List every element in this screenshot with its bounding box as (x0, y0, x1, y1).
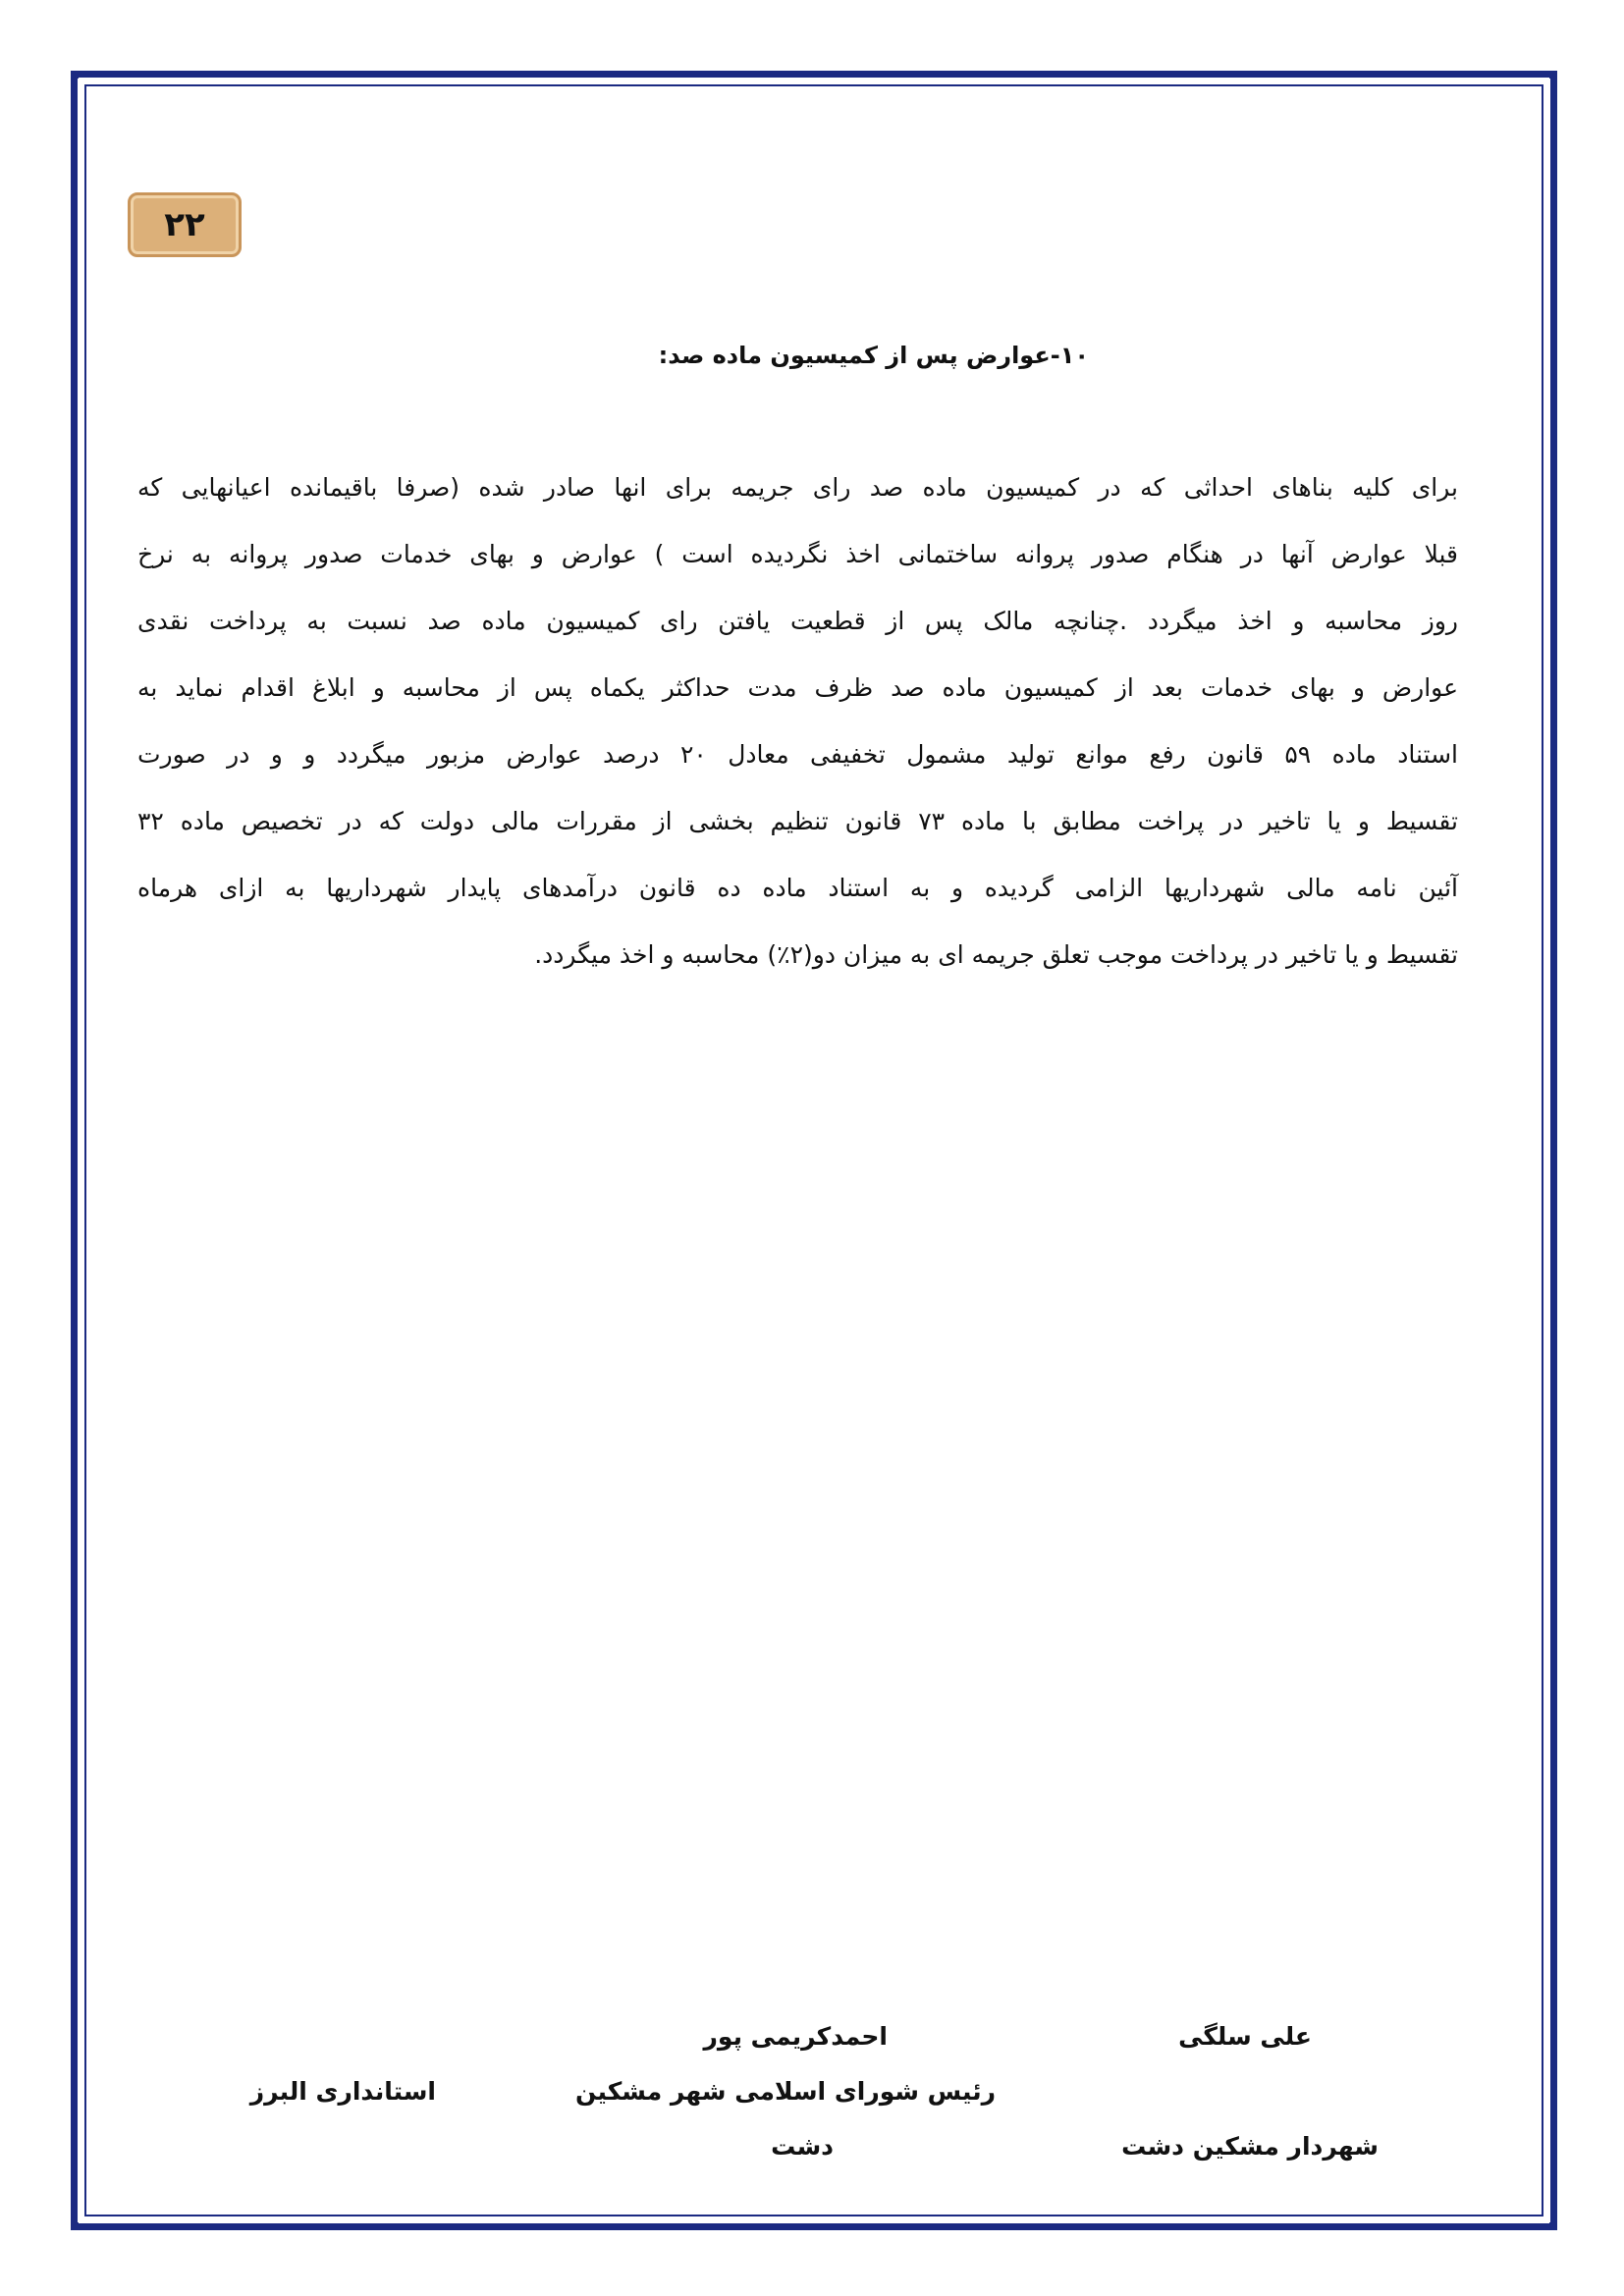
frame-corner-bottom-left (71, 2222, 79, 2230)
frame-corner-top-right (1549, 71, 1557, 79)
frame-corner-top-left (71, 71, 79, 79)
body-line: استناد ماده ۵۹ قانون رفع موانع تولید مشمول تخفیفی معادل ۲۰ درصد عوارض مزبور میگردد و و در صورت (137, 740, 1458, 769)
body-line: قبلا عوارض آنها در هنگام صدور پروانه ساختمانی اخذ نگردیده است ) عوارض و بهای خدمات صدور پروانه به نرخ (137, 540, 1458, 568)
council-head-name: احمدکریمی پور (703, 2022, 888, 2051)
frame-corner-bottom-right (1549, 2222, 1557, 2230)
body-line: آئین نامه مالی شهرداریها الزامی گردیده و به استناد ماده ده قانون درآمدهای پایدار شهرداریها به ازای هرماه (137, 874, 1458, 902)
council-head-title-cont: دشت (771, 2132, 834, 2161)
governorate-label: استانداری البرز (249, 2077, 436, 2106)
page-number-badge: ۲۲ (128, 192, 242, 257)
body-paragraph (137, 454, 1458, 988)
council-head-title: رئیس شورای اسلامی شهر مشکین (575, 2077, 996, 2106)
body-line: تقسیط و یا تاخیر در پراخت مطابق با ماده ۷۳ قانون تنظیم بخشی از مقررات مالی دولت که در تخصیص ماده ۳۲ (137, 807, 1458, 835)
mayor-title: شهردار مشکین دشت (1121, 2132, 1379, 2161)
body-line: عوارض و بهای خدمات بعد از کمیسیون ماده صد ظرف مدت حداکثر یکماه پس از محاسبه و ابلاغ اقدام نماید به (137, 673, 1458, 702)
body-line: تقسیط و یا تاخیر در پرداخت موجب تعلق جریمه ای به میزان دو(۲٪) محاسبه و اخذ میگردد. (534, 940, 1458, 969)
page-frame-inner (84, 84, 1543, 2216)
body-line: برای کلیه بناهای احداثی که در کمیسیون ماده صد رای جریمه برای انها صادر شده (صرفا باقیمانده اعیانهایی که (137, 473, 1458, 502)
section-title: ۱۰-عوارض پس از کمیسیون ماده صد: (658, 342, 1089, 369)
body-line: روز محاسبه و اخذ میگردد .چنانچه مالک پس از قطعیت یافتن رای کمیسیون ماده صد نسبت به پرداخت نقدی (137, 607, 1458, 635)
mayor-name: علی سلگی (1178, 2022, 1312, 2051)
